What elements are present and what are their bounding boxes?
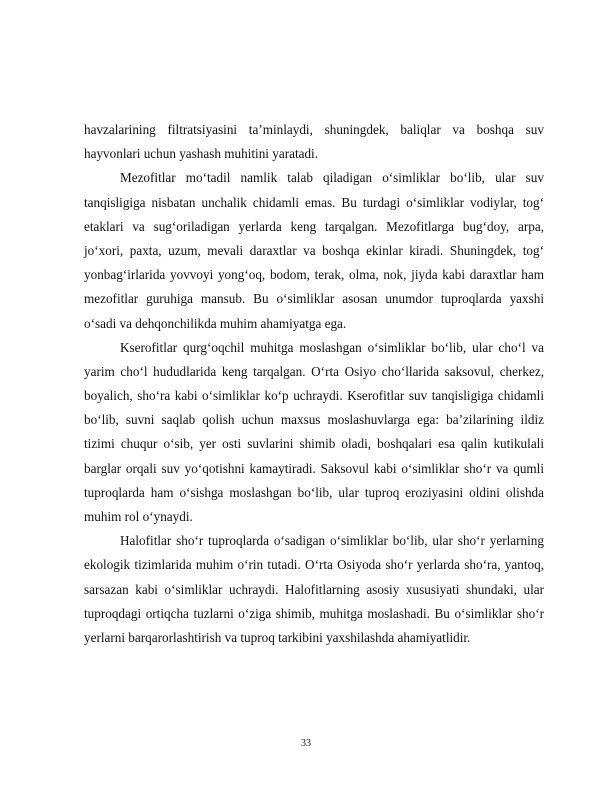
text-line: etaklari va sug‘oriladigan yerlarda keng tarqalgan. Mezofitlarga bug‘doy, arpa,	[84, 218, 544, 234]
text-line: ekologik tizimlarida muhim o‘rin tutadi. O‘rta Osiyoda sho‘r yerlarda sho‘ra, yantoq,	[84, 557, 544, 573]
paragraph	[84, 529, 544, 650]
paragraph	[84, 166, 544, 335]
text-line: yonbag‘irlarida yovvoyi yong‘oq, bodom, terak, olma, nok, jiyda kabi daraxtlar ham	[84, 267, 544, 283]
text-line: bo‘lib, suvni saqlab qolish uchun maxsus moslashuvlarga ega: ba’zilarining ildiz	[84, 412, 544, 428]
text-line: tuproqlarda ham o‘sishga moslashgan bo‘lib, ular tuproq eroziyasini oldini olishda	[84, 484, 544, 500]
paragraph	[84, 118, 544, 166]
text-line: sarsazan kabi o‘simliklar uchraydi. Halofitlarning asosiy xususiyati shundaki, ular	[84, 581, 544, 597]
text-line: o‘sadi va dehqonchilikda muhim ahamiyatga ega.	[84, 315, 347, 331]
text-line: barglar orqali suv yo‘qotishni kamaytiradi. Saksovul kabi o‘simliklar sho‘r va qumli	[84, 460, 544, 476]
text-line: jo‘xori, paxta, uzum, mevali daraxtlar va boshqa ekinlar kiradi. Shuningdek, tog‘	[84, 242, 544, 258]
text-line: havzalarining filtratsiyasini ta’minlaydi, shuningdek, baliqlar va boshqa suv	[84, 122, 544, 137]
text-line: Mezofitlar mo‘tadil namlik talab qiladigan o‘simliklar bo‘lib, ular suv	[120, 170, 544, 186]
text-line: Halofitlar sho‘r tuproqlarda o‘sadigan o‘simliklar bo‘lib, ular sho‘r yerlarning	[120, 533, 544, 549]
text-line: tuproqdagi ortiqcha tuzlarni o‘ziga shimib, muhitga moslashadi. Bu o‘simliklar sho‘r	[84, 605, 544, 621]
paragraph	[84, 336, 544, 530]
document-body	[84, 118, 544, 650]
page-number: 33	[301, 738, 311, 749]
text-line: hayvonlari uchun yashash muhitini yaratadi.	[84, 146, 319, 162]
text-line: boyalich, sho‘ra kabi o‘simliklar ko‘p uchraydi. Kserofitlar suv tanqisligiga chidamli	[84, 388, 544, 404]
text-line: muhim rol o‘ynaydi.	[84, 509, 193, 524]
text-line: tizimi chuqur o‘sib, yer osti suvlarini shimib oladi, boshqalari esa qalin kutikulali	[84, 436, 544, 452]
text-line: tanqisligiga nisbatan unchalik chidamli emas. Bu turdagi o‘simliklar vodiylar, tog‘	[84, 194, 544, 210]
text-line: mezofitlar guruhiga mansub. Bu o‘simliklar asosan unumdor tuproqlarda yaxshi	[84, 291, 544, 307]
text-line: yarim cho‘l hududlarida keng tarqalgan. O‘rta Osiyo cho‘llarida saksovul, cherkez,	[84, 363, 544, 379]
text-line: Kserofitlar qurg‘oqchil muhitga moslashgan o‘simliklar bo‘lib, ular cho‘l va	[120, 339, 544, 355]
text-line: yerlarni barqarorlashtirish va tuproq tarkibini yaxshilashda ahamiyatlidir.	[84, 629, 471, 645]
